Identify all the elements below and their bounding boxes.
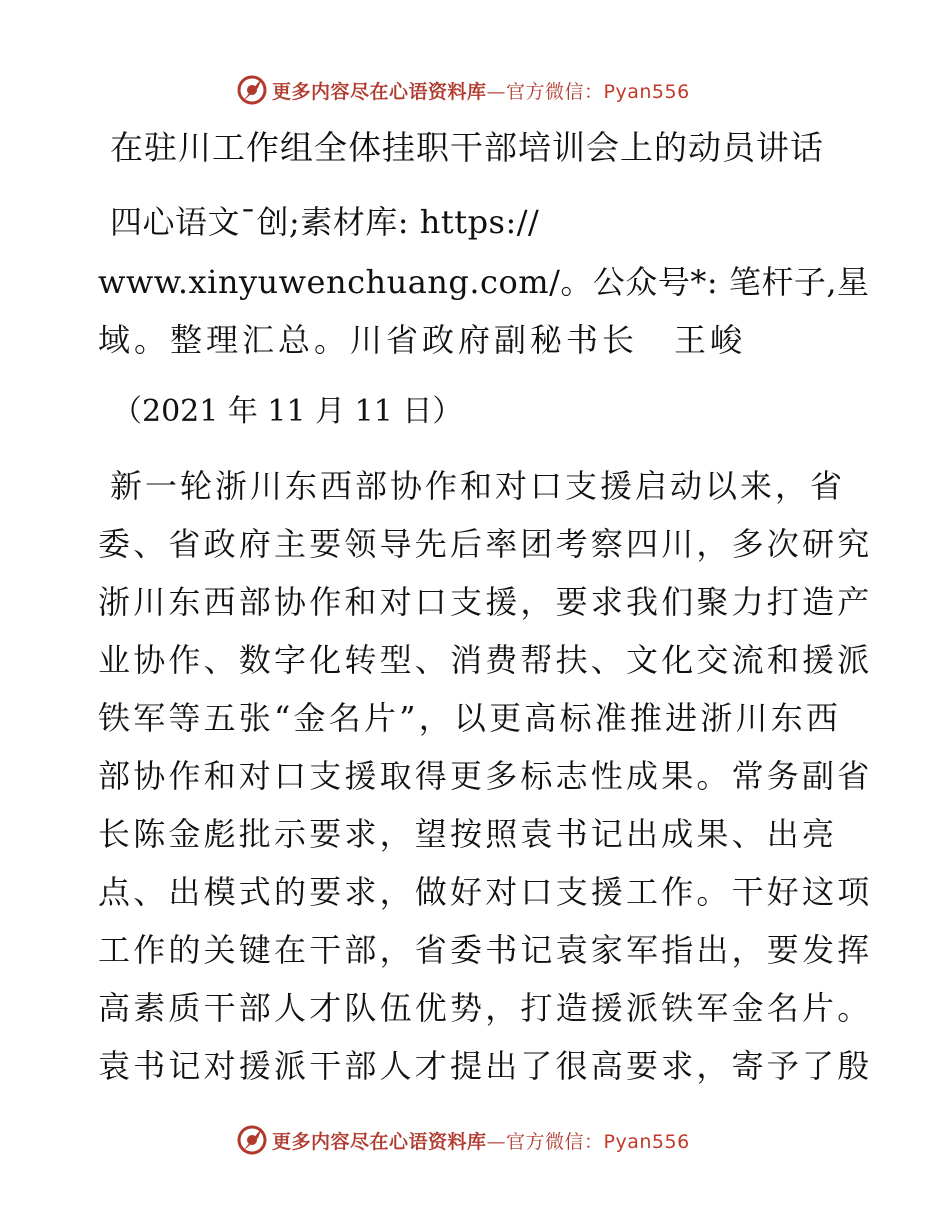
- watermark-text: 更多内容尽在心语资料库—官方微信：Pyan556: [272, 80, 690, 103]
- body-line: 业协作、数字化转型、消费帮扶、文化交流和援派: [98, 641, 873, 679]
- watermark-text: 更多内容尽在心语资料库—官方微信：Pyan556: [272, 1130, 690, 1153]
- body-line: 长陈金彪批示要求，望按照袁书记出成果、出亮: [98, 815, 838, 853]
- body-line: 高素质干部人才队伍优势，打造援派铁军金名片。: [98, 989, 873, 1027]
- body-line: 铁军等五张“金名片”，以更高标准推进浙川东西: [98, 699, 842, 737]
- source-line: 域。整理汇总。川省政府副秘书长 王峻: [98, 321, 747, 359]
- body-line: 浙川东西部协作和对口支援，要求我们聚力打造产: [98, 583, 873, 621]
- quill-logo-icon: [236, 74, 268, 106]
- body-line: 委、省政府主要领导先后率团考察四川，多次研究: [98, 525, 873, 563]
- footer-watermark: [236, 1122, 690, 1158]
- body-line: 新一轮浙川东西部协作和对口支援启动以来，省: [110, 467, 846, 505]
- header-watermark: [236, 72, 690, 108]
- document-title: 在驻川工作组全体挂职干部培训会上的动员讲话: [110, 128, 824, 167]
- source-line: 四心语文¯创;素材库: https://: [110, 203, 540, 241]
- body-line: 点、出模式的要求，做好对口支援工作。干好这项: [98, 873, 873, 911]
- speech-date: （2021 年 11 月 11 日）: [112, 394, 463, 429]
- body-line: 袁书记对援派干部人才提出了很高要求，寄予了殷: [98, 1047, 873, 1085]
- body-line: 部协作和对口支援取得更多标志性成果。常务副省: [98, 757, 873, 795]
- body-line: 工作的关键在干部，省委书记袁家军指出，要发挥: [98, 931, 873, 969]
- source-line: www.xinyuwenchuang.com/。公众号*: 笔杆子,星: [98, 263, 870, 301]
- quill-logo-icon: [236, 1124, 268, 1156]
